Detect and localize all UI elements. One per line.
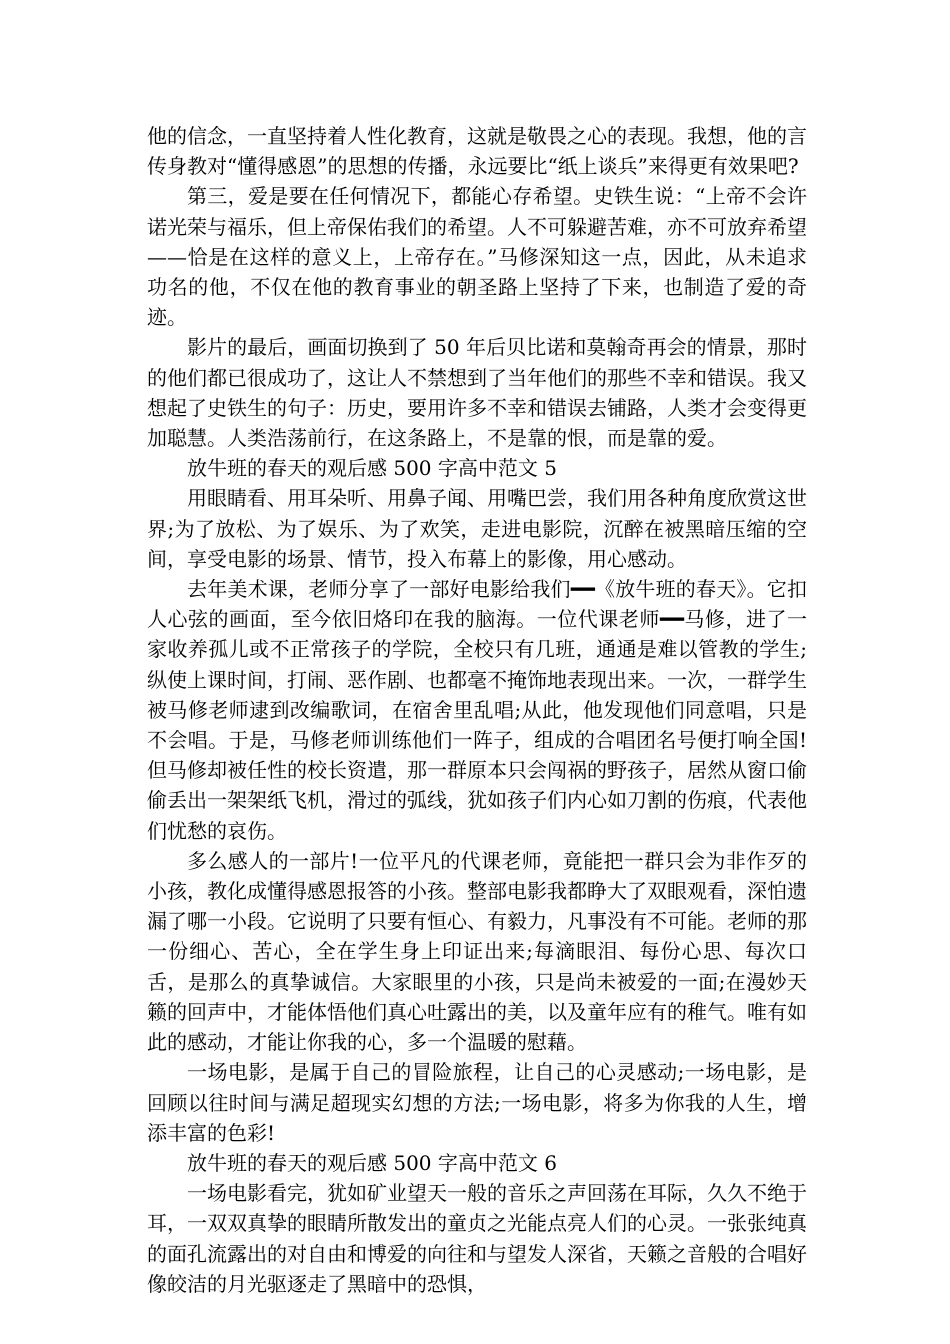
section-heading: 放牛班的春天的观后感 500 字高中范文 5 xyxy=(187,456,557,481)
paragraph: 多么感人的一部片!一位平凡的代课老师，竟能把一群只会为非作歹的小孩，教化成懂得感恩报答的小孩。整部电影我都睁大了双眼观看，深怕遗漏了哪一小段。它说明了只要有恒心、有毅力，凡事没有不可能。老师的那一份细心、苦心，全在学生身上印证出来;每滴眼泪、每份心思、每次口舌，是那么的真挚诚信。大家眼里的小孩，只是尚未被爱的一面;在漫妙天籁的回声中，才能体悟他们真心吐露出的美，以及童年应有的稚气。唯有如此的感动，才能让你我的心，多一个温暖的慰藉。 xyxy=(147,848,807,1055)
paragraph: 一场电影，是属于自己的冒险旅程，让自己的心灵感动;一场电影，是回顾以往时间与满足超现实幻想的方法;一场电影，将多为你我的人生，增添丰富的色彩! xyxy=(147,1060,807,1145)
paragraph: 去年美术课，老师分享了一部好电影给我们━━《放牛班的春天》。它扣人心弦的画面，至今依旧烙印在我的脑海。一位代课老师━━马修，进了一家收养孤儿或不正常孩子的学院，全校只有几班，通通是难以管教的学生;纵使上课时间，打闹、恶作剧、也都毫不掩饰地表现出来。一次，一群学生被马修老师逮到改编歌词，在宿舍里乱唱;从此，他发现他们同意唱，只是不会唱。于是，马修老师训练他们一阵子，组成的合唱团名号便打响全国!但马修却被任性的校长资遣，那一群原本只会闯祸的野孩子，居然从窗口偷偷丢出一架架纸飞机，滑过的弧线，犹如孩子们内心如刀割的伤痕，代表他们忧愁的哀伤。 xyxy=(147,577,807,843)
paragraph: 第三，爱是要在任何情况下，都能心存希望。史铁生说：“上帝不会许诺光荣与福乐，但上帝保佑我们的希望。人不可躲避苦难，亦不可放弃希望——恰是在这样的意义上，上帝存在。”马修深知这一点，因此，从未追求功名的他，不仅在他的教育事业的朝圣路上坚持了下来，也制造了爱的奇迹。 xyxy=(147,184,807,330)
section-heading: 放牛班的春天的观后感 500 字高中范文 6 xyxy=(187,1150,557,1175)
document-body xyxy=(147,121,807,1299)
paragraph: 一场电影看完，犹如矿业望天一般的音乐之声回荡在耳际，久久不绝于耳，一双双真挚的眼睛所散发出的童贞之光能点亮人们的心灵。一张张纯真的面孔流露出的对自由和博爱的向往和与望发人深省，天籁之音般的合唱好像皎洁的月光驱逐走了黑暗中的恐惧， xyxy=(147,1181,807,1296)
paragraph-continued: 他的信念，一直坚持着人性化教育，这就是敬畏之心的表现。我想，他的言传身教对“懂得感恩”的思想的传播，永远要比“纸上谈兵”来得更有效果吧? xyxy=(147,124,807,179)
paragraph: 用眼睛看、用耳朵听、用鼻子闻、用嘴巴尝，我们用各种角度欣赏这世界;为了放松、为了娱乐、为了欢笑，走进电影院，沉醉在被黑暗压缩的空间，享受电影的场景、情节，投入布幕上的影像，用心感动。 xyxy=(147,486,807,571)
paragraph: 影片的最后，画面切换到了 50 年后贝比诺和莫翰奇再会的情景，那时的他们都已很成功了，这让人不禁想到了当年他们的那些不幸和错误。我又想起了史铁生的句子：历史，要用许多不幸和错误去铺路，人类才会变得更加聪慧。人类浩荡前行，在这条路上，不是靠的恨，而是靠的爱。 xyxy=(147,335,807,451)
